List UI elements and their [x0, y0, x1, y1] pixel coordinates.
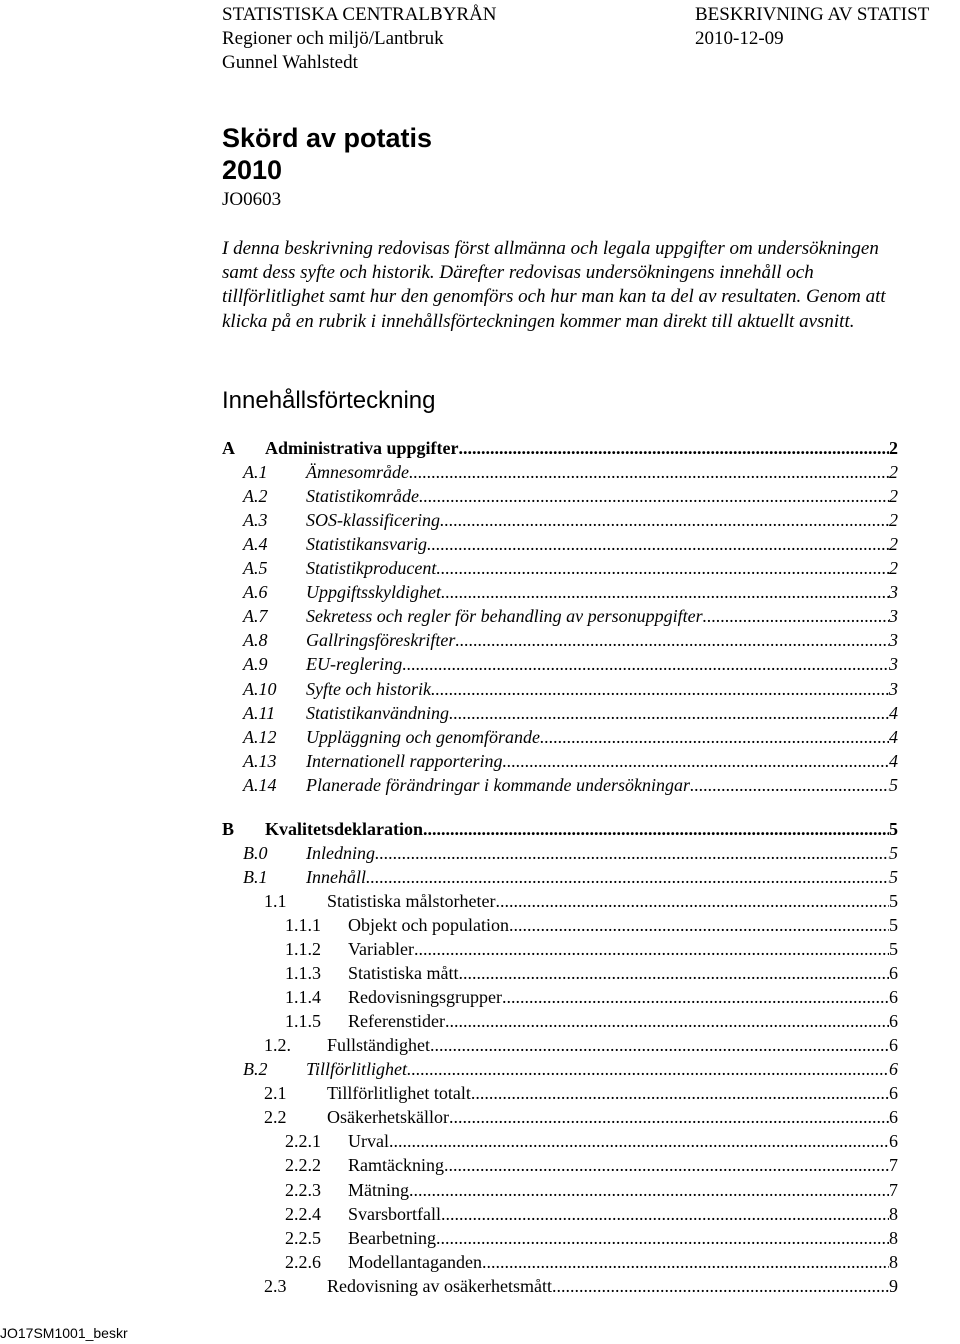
toc-entry-number: B.2: [243, 1059, 268, 1080]
toc-entry[interactable]: [243, 773, 898, 797]
toc-entry-page[interactable]: 5: [889, 842, 898, 863]
toc-entry-number: 1.1.4: [285, 987, 321, 1008]
toc-entry[interactable]: [222, 436, 898, 460]
toc-entry-page[interactable]: 2: [889, 462, 898, 483]
toc-entry[interactable]: [264, 1081, 898, 1105]
toc-entry[interactable]: [243, 604, 898, 628]
toc-entry[interactable]: [243, 701, 898, 725]
toc-leader-dots: [409, 1178, 889, 1202]
toc-entry-page[interactable]: 5: [889, 818, 898, 839]
toc-entry[interactable]: [243, 725, 898, 749]
toc-entry[interactable]: [243, 508, 898, 532]
toc-entry-page[interactable]: 3: [889, 582, 898, 603]
footer-filename: JO17SM1001_beskr: [0, 1325, 128, 1341]
survey-code: JO0603: [222, 189, 282, 210]
toc-heading: Innehållsförteckning: [222, 387, 436, 414]
toc-entry-number: 2.2.2: [285, 1155, 321, 1176]
toc-leader-dots: [419, 484, 889, 508]
toc-entry-page[interactable]: 3: [889, 678, 898, 699]
toc-entry[interactable]: [285, 1178, 898, 1202]
toc-leader-dots: [430, 1033, 889, 1057]
toc-entry-label[interactable]: Statistikanvändning: [306, 702, 449, 723]
toc-entry-number: A.10: [243, 678, 277, 699]
toc-leader-dots: [441, 1202, 889, 1226]
toc-entry-label[interactable]: Redovisningsgrupper: [348, 987, 502, 1008]
toc-entry[interactable]: [243, 677, 898, 701]
toc-leader-dots: [509, 913, 889, 937]
toc-entry[interactable]: [243, 460, 898, 484]
header-department: Regioner och miljö/Lantbruk: [222, 28, 444, 49]
toc-entry-label[interactable]: Statistikområde: [306, 486, 419, 507]
toc-entry[interactable]: [285, 1129, 898, 1153]
toc-leader-dots: [431, 677, 889, 701]
toc-leader-dots: [444, 1153, 889, 1177]
toc-entry-label[interactable]: Bearbetning: [348, 1227, 436, 1248]
toc-entry-label[interactable]: EU-reglering: [306, 654, 403, 675]
toc-entry-number: 1.2.: [264, 1035, 291, 1056]
toc-entry-number: A.7: [243, 606, 268, 627]
toc-entry-page[interactable]: 2: [889, 558, 898, 579]
toc-entry[interactable]: [264, 889, 898, 913]
toc-entry-label[interactable]: Osäkerhetskällor: [327, 1107, 449, 1128]
toc-entry-number: B.0: [243, 842, 268, 863]
toc-entry-page[interactable]: 7: [889, 1155, 898, 1176]
toc-entry[interactable]: [264, 1105, 898, 1129]
toc-entry[interactable]: [222, 817, 898, 841]
toc-leader-dots: [449, 701, 889, 725]
toc-entry-number: B: [222, 818, 235, 839]
toc-leader-dots: [407, 1057, 889, 1081]
toc-entry-label[interactable]: Mätning: [348, 1179, 409, 1200]
toc-entry-label[interactable]: Tillförlitlighet totalt: [327, 1083, 471, 1104]
toc-leader-dots: [552, 1274, 889, 1298]
toc-leader-dots: [540, 725, 889, 749]
toc-entry-label[interactable]: Uppgiftsskyldighet: [306, 582, 441, 603]
toc-entry[interactable]: [243, 628, 898, 652]
toc-entry[interactable]: [243, 749, 898, 773]
toc-entry-number: 1.1.3: [285, 963, 321, 984]
toc-entry-page[interactable]: 5: [889, 866, 898, 887]
toc-entry[interactable]: [243, 1057, 898, 1081]
toc-entry[interactable]: [285, 937, 898, 961]
toc-entry-page[interactable]: 6: [889, 1107, 898, 1128]
toc-entry[interactable]: [285, 961, 898, 985]
toc-entry-label[interactable]: Syfte och historik: [306, 678, 431, 699]
toc-leader-dots: [495, 889, 889, 913]
toc-entry[interactable]: [243, 841, 898, 865]
toc-entry[interactable]: [285, 1226, 898, 1250]
toc-entry-page[interactable]: 9: [889, 1275, 898, 1296]
toc-entry-label[interactable]: Variabler: [348, 939, 414, 959]
toc-entry-page[interactable]: 2: [889, 534, 898, 555]
toc-entry-label[interactable]: Statistikproducent: [306, 558, 437, 579]
toc-entry-number: A.13: [243, 750, 277, 771]
toc-entry[interactable]: [285, 1202, 898, 1226]
toc-entry-page[interactable]: 2: [889, 510, 898, 531]
toc-entry[interactable]: [243, 865, 898, 889]
toc-entry[interactable]: [264, 1274, 898, 1298]
toc-entry-label[interactable]: Svarsbortfall: [348, 1203, 441, 1224]
toc-leader-dots: [389, 1129, 889, 1153]
toc-entry-page[interactable]: 5: [889, 939, 898, 959]
toc-entry-number: 1.1.2: [285, 939, 321, 959]
toc-entry-number: 2.2.1: [285, 1131, 321, 1152]
toc-entry-number: 2.1: [264, 1083, 287, 1104]
toc-entry-label[interactable]: Urval: [348, 1131, 389, 1152]
toc-leader-dots: [503, 749, 890, 773]
toc-entry[interactable]: [243, 580, 898, 604]
toc-entry-number: A.11: [243, 702, 276, 723]
toc-entry-page[interactable]: 2: [889, 486, 898, 507]
toc-entry-label[interactable]: Statistiska mått: [348, 963, 459, 984]
toc-entry-number: 2.2.3: [285, 1179, 321, 1200]
page-title: Skörd av potatis: [222, 123, 433, 153]
toc-leader-dots: [436, 1226, 889, 1250]
toc-leader-dots: [502, 985, 889, 1009]
toc-entry-page[interactable]: 2: [889, 438, 898, 458]
header-date: 2010-12-09: [695, 28, 784, 49]
header-doc-type: BESKRIVNING AV STATIST: [695, 4, 930, 25]
toc-entry-label[interactable]: Redovisning av osäkerhetsmått: [327, 1275, 552, 1296]
page-title-year: 2010: [222, 155, 283, 185]
toc-entry-page[interactable]: 4: [889, 726, 898, 747]
toc-leader-dots: [482, 1250, 889, 1274]
toc-leader-dots: [459, 961, 890, 985]
toc-leader-dots: [402, 652, 889, 676]
toc-entry-page[interactable]: 5: [889, 890, 898, 911]
toc-leader-dots: [409, 460, 889, 484]
toc-entry-number: A.8: [243, 630, 268, 651]
toc-entry-page[interactable]: 6: [889, 1035, 898, 1056]
toc-leader-dots: [703, 604, 889, 628]
toc-entry-label[interactable]: Gallringsföreskrifter: [306, 630, 456, 651]
toc-leader-dots: [440, 508, 889, 532]
toc-entry-page[interactable]: 5: [889, 914, 898, 935]
toc-leader-dots: [445, 1009, 889, 1033]
toc-entry-number: A.3: [243, 510, 268, 531]
toc-entry-number: A.9: [243, 654, 268, 675]
toc-entry-number: A.4: [243, 534, 268, 555]
toc-leader-dots: [436, 556, 889, 580]
toc-entry[interactable]: [243, 484, 898, 508]
toc-entry[interactable]: [285, 1009, 898, 1033]
toc-entry-number: 2.2.4: [285, 1203, 321, 1224]
toc-leader-dots: [427, 532, 889, 556]
toc-entry-label[interactable]: Objekt och population: [348, 914, 509, 935]
toc-entry-page[interactable]: 8: [889, 1251, 898, 1272]
toc-entry-page[interactable]: 3: [889, 630, 898, 651]
toc-entry-label[interactable]: SOS-klassificering: [306, 510, 440, 531]
toc-entry-page[interactable]: 6: [889, 1059, 898, 1080]
toc-entry-label[interactable]: Fullständighet: [327, 1035, 430, 1056]
toc-entry-number: 1.1.5: [285, 1011, 321, 1032]
toc-leader-dots: [459, 436, 890, 460]
toc-entry-number: B.1: [243, 866, 268, 887]
toc-entry-number: A: [222, 438, 235, 458]
toc-leader-dots: [366, 865, 889, 889]
toc-entry[interactable]: [264, 1033, 898, 1057]
header-org: STATISTISKA CENTRALBYRÅN: [222, 4, 497, 25]
toc-entry-number: A.1: [243, 462, 268, 483]
toc-entry-page[interactable]: 7: [889, 1179, 898, 1200]
toc-entry-page[interactable]: 8: [889, 1203, 898, 1224]
toc-entry-number: 2.3: [264, 1275, 287, 1296]
toc-leader-dots: [690, 773, 889, 797]
toc-entry-label[interactable]: Uppläggning och genomförande: [306, 726, 540, 747]
toc-leader-dots: [375, 841, 889, 865]
toc-entry[interactable]: [285, 1250, 898, 1274]
toc-entry-page[interactable]: 6: [889, 1083, 898, 1104]
toc-leader-dots: [455, 628, 889, 652]
toc-entry-label[interactable]: Statistikansvarig: [306, 534, 427, 555]
toc-entry-label[interactable]: Ramtäckning: [348, 1155, 444, 1176]
toc-entry-page[interactable]: 6: [889, 987, 898, 1008]
toc-entry-label[interactable]: Ämnesområde: [306, 462, 409, 483]
toc-entry-page[interactable]: 5: [889, 774, 898, 795]
toc-entry-number: A.2: [243, 486, 268, 507]
toc-entry[interactable]: [285, 913, 898, 937]
toc-entry-label[interactable]: Sekretess och regler för behandling av personuppgifter: [306, 606, 703, 627]
toc-entry-label[interactable]: Referenstider: [348, 1011, 445, 1032]
toc-entry-label[interactable]: Internationell rapportering: [306, 750, 503, 771]
toc-entry-number: 1.1.1: [285, 914, 321, 935]
intro-paragraph: I denna beskrivning redovisas först allmänna och legala uppgifter om undersökningen samt dess syfte och historik. Därefter redovisas undersökningens innehåll och tillförlitlighet samt hur den genomförs och hur man kan ta del av resultaten. Genom att klicka på en rubrik i innehållsförteckningen kommer man direkt till aktuellt avsnitt.: [222, 238, 886, 332]
toc-entry-page[interactable]: 6: [889, 963, 898, 984]
toc-leader-dots: [449, 1105, 889, 1129]
toc-entry-label[interactable]: Modellantaganden: [348, 1251, 482, 1272]
toc-entry[interactable]: [243, 652, 898, 676]
toc-leader-dots: [414, 937, 889, 961]
toc-entry-page[interactable]: 3: [889, 654, 898, 675]
toc-entry-label[interactable]: Kvalitetsdeklaration: [265, 818, 423, 839]
toc-entry-number: A.5: [243, 558, 268, 579]
toc-entry-page[interactable]: 6: [889, 1131, 898, 1152]
toc-entry-label[interactable]: Administrativa uppgifter: [265, 438, 459, 458]
toc-entry-label[interactable]: Statistiska målstorheter: [327, 890, 496, 911]
toc-entry[interactable]: [243, 532, 898, 556]
toc-entry-label[interactable]: Inledning: [306, 842, 375, 863]
toc-entry-page[interactable]: 4: [889, 702, 898, 723]
toc-entry-page[interactable]: 4: [889, 750, 898, 771]
toc-entry-label[interactable]: Planerade förändringar i kommande undersökningar: [306, 774, 690, 795]
toc-entry-page[interactable]: 6: [889, 1011, 898, 1032]
toc-entry-number: 2.2.5: [285, 1227, 321, 1248]
toc-entry-number: 2.2.6: [285, 1251, 321, 1272]
toc-leader-dots: [441, 580, 889, 604]
toc-leader-dots: [423, 817, 889, 841]
toc-entry[interactable]: [285, 985, 898, 1009]
toc-entry-page[interactable]: 3: [889, 606, 898, 627]
toc-leader-dots: [471, 1081, 889, 1105]
toc-entry[interactable]: [285, 1153, 898, 1177]
toc-entry-label[interactable]: Tillförlitlighet: [306, 1059, 408, 1080]
toc-entry-number: 2.2: [264, 1107, 287, 1128]
toc-entry[interactable]: [243, 556, 898, 580]
toc-entry-number: 1.1: [264, 890, 287, 911]
toc-entry-label[interactable]: Innehåll: [306, 866, 366, 887]
toc-entry-page[interactable]: 8: [889, 1227, 898, 1248]
toc-entry-number: A.6: [243, 582, 268, 603]
toc-entry-number: A.12: [243, 726, 277, 747]
toc-entry-number: A.14: [243, 774, 277, 795]
header-author: Gunnel Wahlstedt: [222, 52, 358, 73]
